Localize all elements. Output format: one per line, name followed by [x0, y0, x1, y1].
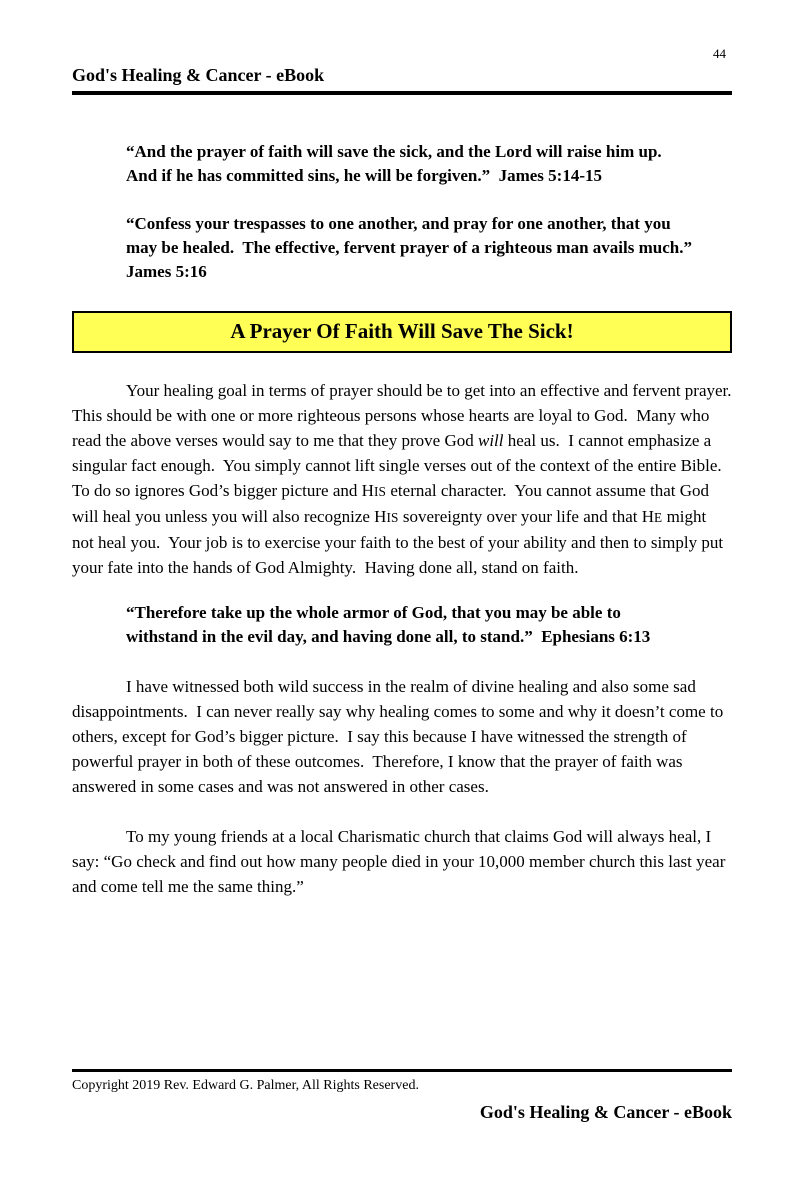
footer-title: God's Healing & Cancer - eBook [479, 1102, 732, 1122]
scripture-quote-james-5-14-15: “And the prayer of faith will save the sick, and the Lord will raise him up. And if he has committed sins, he will be forgiven.” James 5:14-15 [126, 142, 670, 185]
page-footer [72, 1069, 732, 1123]
body-paragraph-2: I have witnessed both wild success in the realm of divine healing and also some sad disappointments. I can never really say why healing comes to some and why it doesn’t come to others, except for God’s bigger picture. I say this because I have witnessed the strength of powerful prayer in both of these outcomes. Therefore, I know that the prayer of faith was answered in some cases and was not answered in other cases. [72, 677, 728, 796]
body-paragraph-3: To my young friends at a local Charismatic church that claims God will always heal, I say: “Go check and find out how many people died in your 10,000 member church this last year and come tell me the same thing.” [72, 827, 730, 896]
page-number: 44 [713, 46, 726, 61]
footer-divider [72, 1069, 732, 1072]
scripture-quote-james-5-16: “Confess your trespasses to one another, and pray for one another, that you may be healed. The effective, fervent prayer of a righteous man avails much.” James 5:16 [126, 214, 701, 281]
footer-copyright: Copyright 2019 Rev. Edward G. Palmer, All Rights Reserved. [72, 1078, 419, 1093]
section-banner [72, 311, 732, 353]
page-header [72, 64, 732, 95]
scripture-quote-ephesians-6-13: “Therefore take up the whole armor of God, that you may be able to withstand in the evil day, and having done all, to stand.” Ephesians 6:13 [126, 603, 651, 646]
header-title: God's Healing & Cancer - eBook [72, 65, 325, 85]
section-banner-title: A Prayer Of Faith Will Save The Sick! [230, 319, 574, 343]
body-paragraph-1: Your healing goal in terms of prayer should be to get into an effective and fervent prayer. This should be with one or more righteous persons whose hearts are loyal to God. Many who read the above verses would say to me that they prove God will heal us. I cannot emphasize a singular fact enough. You simply cannot lift single verses out of the context of the entire Bible. To do so ignores God’s bigger picture and HIS eternal character. You cannot assume that God will heal you unless you will also recognize HIS sovereignty over your life and that HE might not heal you. Your job is to exercise your faith to the best of your ability and then to simply put your fate into the hands of God Almighty. Having done all, stand on faith. [72, 381, 740, 577]
